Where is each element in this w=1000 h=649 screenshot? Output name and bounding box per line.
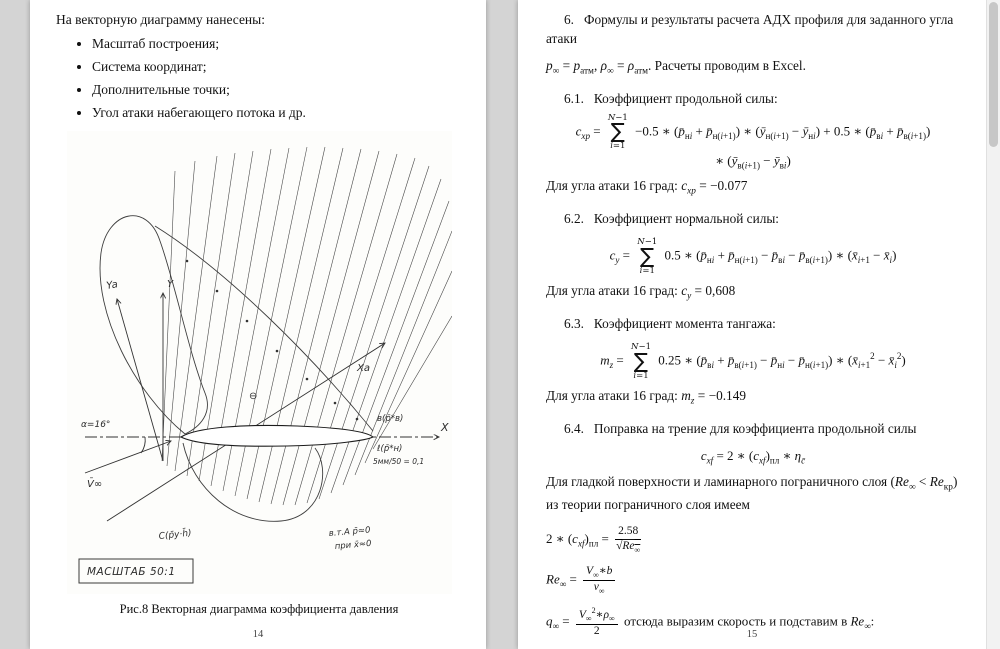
label-ya-axis: Ya xyxy=(105,279,119,292)
scrollbar-thumb[interactable] xyxy=(989,2,998,147)
label-velocity: V̄∞ xyxy=(86,479,102,490)
page-number-left: 14 xyxy=(252,629,264,640)
formula-cxf-pl: 2 ∗ $(c_{xf})_{пл}$ = $\frac{2.58}{√Re_\infty}$ xyxy=(546,525,641,555)
label-note-a: в.т.А p̄≈0 xyxy=(327,525,371,539)
scrollbar[interactable] xyxy=(986,0,1000,649)
section-6-3-heading: 6.3. Коэффициент момента тангажа: xyxy=(564,316,776,331)
section-6-1-heading: 6.1. Коэффициент продольной силы: xyxy=(564,90,778,106)
formula-cxp-line2: ∗ ($ȳ_{в(i+1)}$ − $ȳ_{вi}$) xyxy=(715,152,791,171)
section-6-heading: 6. Формулы и результаты расчета АДХ профиля для заданного угла атаки xyxy=(546,12,954,47)
figure-caption: Рис.8 Векторная диаграмма коэффициента давления xyxy=(119,602,399,616)
label-point-l: ℓ(p̄*н) xyxy=(376,444,402,454)
result-cxp: Для угла атаки 16 град: $c_{xp} = -0.077$ xyxy=(546,178,748,198)
velocity-vector xyxy=(85,441,171,473)
bullet-item: • Угол атаки набегающего потока и др. xyxy=(92,105,462,121)
bullet-item: • Система координат; xyxy=(92,59,462,75)
label-note-b: при x̄≈0 xyxy=(333,538,372,552)
figure-vector-diagram xyxy=(67,131,452,594)
page-number-right: 15 xyxy=(746,629,758,640)
result-mz: Для угла атаки 16 град: $m_z = -0.149$ xyxy=(546,388,746,407)
page-14 xyxy=(30,0,486,649)
diagram-points xyxy=(185,260,358,421)
section-6-continuation: $p_\infty = p_{атм}$, $\rho_\infty = \rho_{атм}$. Расчеты проводим в Excel. xyxy=(546,57,806,77)
note-smooth-surface: Для гладкой поверхности и ламинарного пограничного слоя $(Re_\infty < Re_{кр})$ из теории пограничного слоя имеем xyxy=(546,473,958,513)
label-x-axis: X xyxy=(440,421,449,434)
formula-q: $q_\infty$ = $\frac{V_\infty^2∗\rho_\infty}{2}$ отсюда выразим скорость и подставим в $Re_\infty$: xyxy=(546,605,875,637)
formula-cxp-line1: $c_{xp}$ = N−1 ∑ i=1 −0.5 ∗ ($p̄_{нi}$ + $p̄_{н(i+1)}$) ∗ ($ȳ_{н(i+1)}$ − $ȳ_{нi}) + 0.5$ ∗ ($p̄_{вi}$ + $p̄_{в(i+1)}$) xyxy=(575,112,931,152)
formula-cxf: $c_{xf} = 2$ ∗ $(c_{xf})_{пл}$ ∗ $\eta_{c̄}$ xyxy=(700,448,806,466)
label-c-curve: C(p̄у·h̄) xyxy=(157,528,192,542)
bullet-item: • Масштаб построения; xyxy=(92,36,462,52)
pressure-envelope-curves xyxy=(100,216,373,522)
formula-re: $Re_\infty$ = $\frac{V_\infty∗b}{\nu_\infty}$ xyxy=(546,565,960,596)
label-xa-axis: Xa xyxy=(356,363,370,374)
intro-text: На векторную диаграмму нанесены: xyxy=(56,12,265,27)
bullet-list xyxy=(56,36,462,121)
vector-diagram-sketch xyxy=(67,131,452,589)
label-mu-note: 5мм/50 = 0,1 xyxy=(372,457,424,466)
label-y-axis: Y xyxy=(166,279,173,290)
formula-cy: $c_y$ = N−1 ∑ i=1 0.5 ∗ ($p̄_{нi}$ + $p̄_{н(i+1)}$ − $p̄_{вi}$ − $p̄_{в(i+1)}$) ∗ ($x̄_{i+1}$ − $x̄_i$) xyxy=(609,237,897,276)
label-point-b: в(p̄*в) xyxy=(376,414,403,424)
section-6-4-heading: 6.4. Поправка на трение для коэффициента продольной силы xyxy=(564,420,917,436)
label-scale: МАСШТАБ 50:1 xyxy=(86,566,176,578)
section-6-2-heading: 6.2. Коэффициент нормальной силы: xyxy=(564,211,779,227)
label-theta-sign: ⊖ xyxy=(248,391,257,402)
pressure-vector-lines xyxy=(162,147,452,505)
formula-mz: $m_z$ = N−1 ∑ i=1 0.25 ∗ ($p̄_{вi}$ + $p̄_{в(i+1)}$ − $p̄_{нi}$ − $p̄_{н(i+1)}$) ∗ ($x̄_{i+1}^2$ − $x̄_i^2$) xyxy=(600,342,906,381)
airfoil-profile xyxy=(181,425,373,446)
result-cy: Для угла атаки 16 град: $c_y = 0,608$ xyxy=(546,283,736,302)
page-15 xyxy=(518,0,986,649)
scale-box xyxy=(79,559,193,583)
bullet-item: • Дополнительные точки; xyxy=(92,82,462,98)
label-alpha: α=16° xyxy=(80,420,110,430)
